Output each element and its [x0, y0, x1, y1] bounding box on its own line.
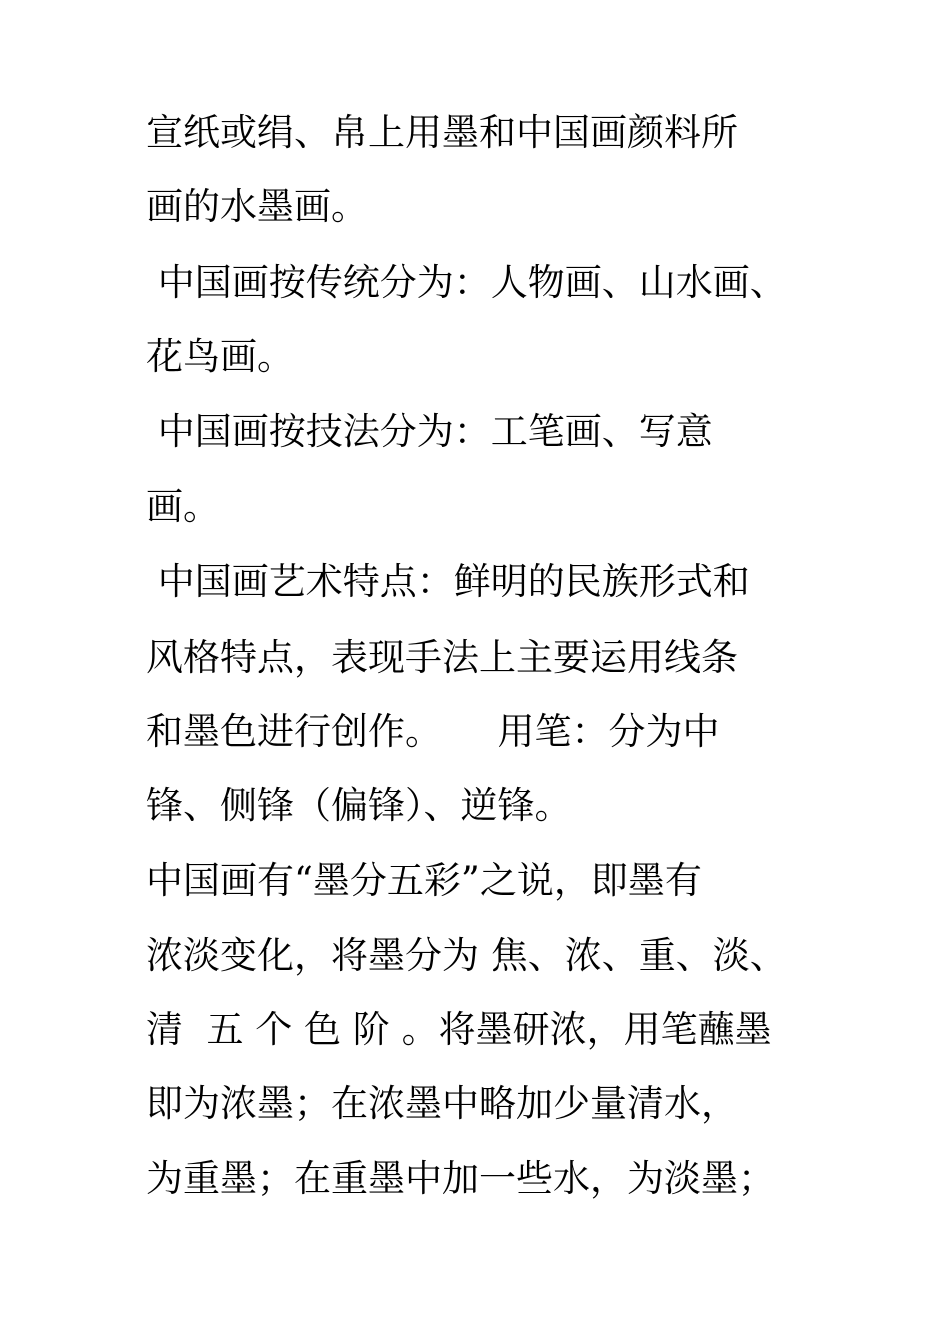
- text-line: 浓淡变化，将墨分为 焦、浓、重、淡、: [146, 934, 787, 977]
- text-line: 风格特点，表现手法上主要运用线条: [146, 636, 738, 679]
- text-line: 中国画有“墨分五彩”之说，即墨有: [146, 859, 702, 902]
- text-line: 中国画按传统分为：人物画、山水画、: [146, 261, 787, 304]
- text-line: 为重墨；在重墨中加一些水，为淡墨；: [146, 1157, 775, 1200]
- text-line: 和墨色进行创作。 用笔：分为中: [146, 710, 720, 753]
- text-line: 画的水墨画。: [146, 185, 368, 228]
- text-line: 中国画艺术特点：鲜明的民族形式和: [146, 560, 750, 603]
- text-line: 宣纸或绢、帛上用墨和中国画颜料所: [146, 111, 738, 154]
- text-line: 清 五 个 色 阶 。将墨研浓，用笔蘸墨: [146, 1008, 772, 1051]
- text-line: 画。: [146, 485, 220, 528]
- text-line: 中国画按技法分为：工笔画、写意: [146, 410, 713, 453]
- text-line: 花鸟画。: [146, 335, 294, 378]
- text-line: 即为浓墨；在浓墨中略加少量清水，: [146, 1082, 738, 1125]
- text-line: 锋、侧锋（偏锋）、逆锋。: [146, 784, 572, 827]
